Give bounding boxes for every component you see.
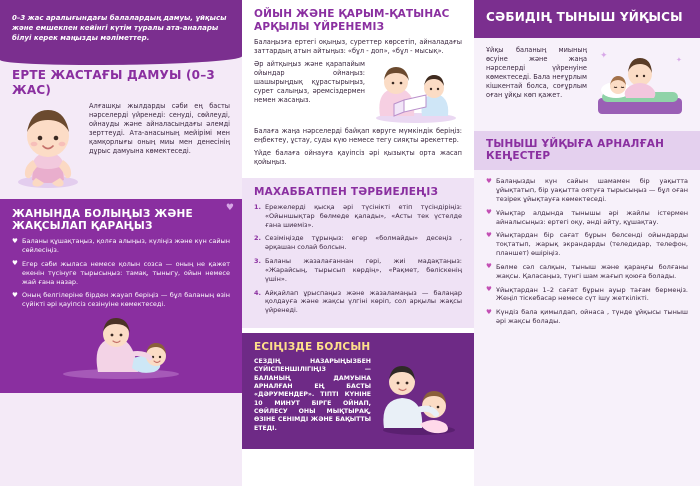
be-present-bullets [12,237,230,309]
baby-sitting-illustration [12,102,84,188]
list-item: ♥ Ұйықтардан 1–2 сағат бұрын ауыр тағам бермеңіз. Жеңіл тіскебасар немесе сүт ішу жеткілікті. [486,286,688,304]
play-paragraph-2: Әр айтқыңыз және қарапайым ойындар ойнаңыз: шашырыңдық құрастырыңыз, сурет салыңыз, әремсіздермен немен жасаңыз. [254,59,365,105]
early-development-section [0,54,242,192]
play-paragraph-3: Балаға жаңа нәрселерді байқап көруге мүмкіндік беріңіз: еңбектеу, ұстау, суды күю немесе тегу сияқты әрекеттер. [254,126,462,144]
remember-heading: ЕСІҢІЗДЕ БОЛСЫН [254,341,371,354]
column-right [474,0,700,486]
sleep-heading: СӘБИДІҢ ТЫНЫШ ҰЙҚЫСЫ [486,10,683,24]
remember-section [242,333,474,449]
intro-text: 0–3 жас аралығындағы балалардың дамуы, ұйқысы және емшекпен кейінгі күтім туралы ата-аналары білуі керек маңызды мәліметтер. [12,14,227,42]
svg-text:✦: ✦ [676,55,682,64]
early-development-heading: ЕРТЕ ЖАСТАҒЫ ДАМУЫ (0–3 ЖАС) [12,68,215,98]
list-item: ♥ Ұйықтардан бір сағат бұрын белсенді ойындарды тоқтатып, жарық экрандарды (теледидар, телефон, планшет) өшіріңіз. [486,231,688,257]
mother-and-baby-illustration [46,314,196,380]
be-present-section [0,199,242,393]
list-item: ♥ Ұйықтар алдында тынышы әрі жайлы істермен айналысыңыз: ертегі оқу, әнді айту, құшақтау. [486,209,688,227]
remember-text: СЕЗДІҢ НАЗАРЫҢЫЗБЕН СҮЙІСПЕНШІЛІГІҢІЗ — БАЛАНЫҢ ДАМУЫНА АРНАЛҒАН ЕҢ БАСТЫ «ДӘРУМЕНДЕР». ТІПТІ КҮНІНЕ 10 МИНУТ БІРГЕ ОЙНАП, СӨЙЛЕСУ ОНЫ МЫҚТЫРАҚ, ӨЗІНЕ СЕНІМДІ ЖӘНЕ БАҚЫТТЫ ЕТЕДІ. [254,357,371,432]
sleep-intro-text: Ұйқы баланың миының өсуіне және жаңа нәрселерді үйренуіне көмектеседі. Бала неғұрлым кішкентай болса, соғұрлым оған ұйқы көп қажет. [486,45,587,100]
list-item: Баланы жазалағаннан гөрі, жиі мадақтаңыз: «Жарайсың, тырысып көрдің», «Рақмет, бөліскенің үшін». [265,257,462,283]
play-and-communication-section [242,0,474,173]
discipline-heading: МАХАББАТПЕН ТӘРБИЕЛЕҢІЗ [254,186,439,199]
play-paragraph-4: Үйде балаға ойнауға қауіпсіз әрі қызықты орта жасап қойыңыз. [254,148,462,167]
parent-reading-to-child-illustration [370,60,462,124]
list-item: Сезіміңізде тұрыңыз: егер «болмайды» десеңіз , әрқашан солай болсын. [265,234,462,252]
play-paragraph-1: Балаңызға ертегі оқыңыз, суреттер көрсетіп, айналадағы заттардың атын айтыңыз: «бұл - доп», «бұл - мысық». [254,37,462,55]
discipline-steps [254,203,462,315]
sleep-tips-bullets [486,177,688,326]
play-and-communication-heading: ОЙЫН ЖӘНЕ ҚАРЫМ-ҚАТЫНАС АРҚЫЛЫ ҮЙРЕНЕМІЗ [254,8,450,33]
list-item: ♥ Бөлме сәл салқын, тыныш және қараңғы болғаны жақсы. Қаласаңыз, түнгі шам жағып қоюға болады. [486,263,688,281]
list-item: ♥ Егер сәби жыласа немесе қолын созса — оның не қажет екенін түсінуге тырысыңыз: тамақ, тыныгу, ойын немесе жай ғана назар. [12,260,230,286]
intro-panel [0,5,242,54]
column-left [0,0,242,486]
heart-icon: ♥ [225,202,234,213]
list-item: ♥ Күндіз бала қимылдап, ойнаса , түнде ұйқысы тыныш әрі жақсы болады. [486,308,688,326]
be-present-heading: ЖАНЫНДА БОЛЫҢЫЗ ЖӘНЕ ЖАҚСЫЛАП ҚАРАҢЫЗ [12,207,193,233]
sleeping-baby-illustration [592,46,688,122]
list-item: ♥ Баланы құшақтаңыз, қолға алыңыз, күліңіз және күн сайын сөйлесіңіз. [12,237,230,255]
list-item: ♥ Балаңызды күн сайын шамамен бір уақытта ұйықтатып, бір уақытта оятуға тырысыңыз — бұл оған тезірек ұйықтауға көмектеседі. [486,177,688,203]
column-middle [242,0,474,486]
father-and-baby-illustration [376,358,462,436]
sleep-header [474,0,700,38]
sleep-intro-section [474,38,700,131]
sleep-tips-subheader [474,131,700,171]
sleep-tips-section [474,170,700,337]
list-item: Ережелерді қысқа әрі түсінікті етіп түсіндіріңіз: «Ойыншықтар бөлмеде қалады», «Асты тек үстелде ғана шиеміз». [265,202,462,229]
sleep-tips-heading: ТЫНЫШ ҰЙҚЫҒА АРНАЛҒАН КЕҢЕСТЕР [486,137,665,163]
discipline-with-love-section [242,178,474,328]
list-item: Айқайлап ұрыспаңыз және жазаламаңыз — балаңар қолдауға және жақсы үлгіні көріп, сол арқылы жақсы үйренеді. [265,288,462,315]
svg-text:✦: ✦ [600,50,608,61]
list-item: ♥ Оның белгілеріне бірден жауап беріңіз — бұл баланың өзін сүйікті әрі қауіпсіз сезінуіне көмектеседі. [12,291,230,309]
early-development-text: Алғашқы жылдарды сәби ең басты нәрселерді үйренеді: сенуді, сөйлеуді, ойнауды және айналасындағы әлемді зерттеуді. Ата-анасының мейірімі мен қамқорлығы оның миы мен денесінің дұрыс дамуына көмектеседі. [89,101,230,156]
